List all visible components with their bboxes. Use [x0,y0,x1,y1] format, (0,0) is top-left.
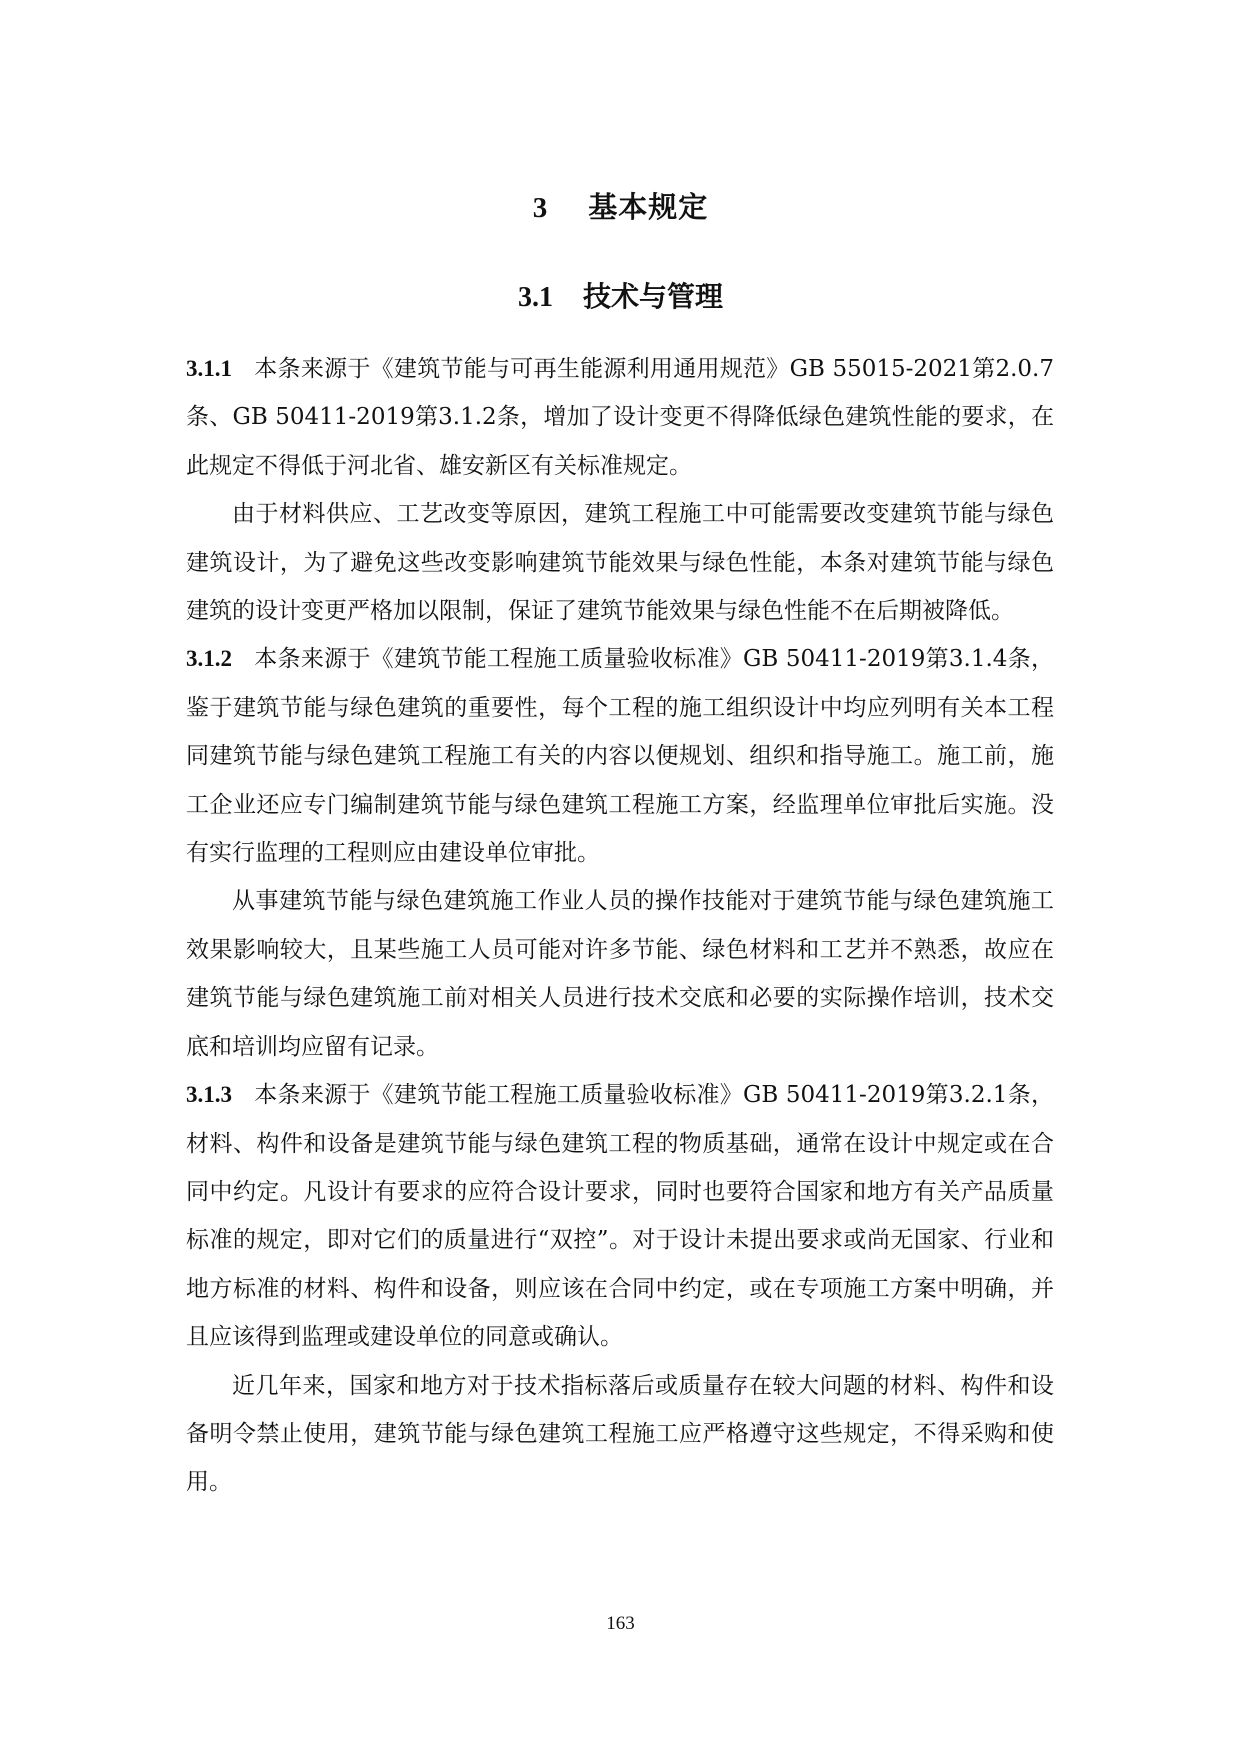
clause-paragraph [186,1071,1054,1361]
explanation-paragraph: 由于材料供应、工艺改变等原因，建筑工程施工中可能需要改变建筑节能与绿色建筑设计，为了避免这些改变影响建筑节能效果与绿色性能，本条对建筑节能与绿色建筑的设计变更严格加以限制，保证了建筑节能效果与绿色性能不在后期被降低。 [186,501,1054,625]
explanation-paragraph: 近几年来，国家和地方对于技术指标落后或质量存在较大问题的材料、构件和设备明令禁止使用，建筑节能与绿色建筑工程施工应严格遵守这些规定，不得采购和使用。 [186,1372,1054,1496]
chapter-number: 3 [532,192,549,224]
section-number: 3.1 [517,282,553,313]
clause-number: 3.1.2 [186,646,232,672]
clause-number: 3.1.1 [186,356,232,381]
clause-text: 本条来源于《建筑节能工程施工质量验收标准》GB 50411-2019第3.1.4条，鉴于建筑节能与绿色建筑的重要性，每个工程的施工组织设计中均应列明有关本工程同建筑节能与绿色建筑工程施工有关的内容以便规划、组织和指导施工。施工前，施工企业还应专门编制建筑节能与绿色建筑工程施工方案，经监理单位审批后实施。没有实行监理的工程则应由建设单位审批。 [186,646,1054,867]
clause-number: 3.1.3 [186,1082,232,1108]
clause-text: 本条来源于《建筑节能与可再生能源利用通用规范》GB 55015-2021第2.0.7条、GB 50411-2019第3.1.2条，增加了设计变更不得降低绿色建筑性能的要求，在此规定不得低于河北省、雄安新区有关标准规定。 [186,356,1054,479]
explanation-paragraph: 从事建筑节能与绿色建筑施工作业人员的操作技能对于建筑节能与绿色建筑施工效果影响较大，且某些施工人员可能对许多节能、绿色材料和工艺并不熟悉，故应在建筑节能与绿色建筑施工前对相关人员进行技术交底和必要的实际操作培训，技术交底和培训均应留有记录。 [186,888,1054,1060]
clause-paragraph [186,345,1054,490]
clause-paragraph [186,635,1054,877]
chapter-heading [0,185,1241,226]
clause-text: 本条来源于《建筑节能工程施工质量验收标准》GB 50411-2019第3.2.1条，材料、构件和设备是建筑节能与绿色建筑工程的物质基础，通常在设计中规定或在合同中约定。凡设计有要求的应符合设计要求，同时也要符合国家和地方有关产品质量标准的规定，即对它们的质量进行“双控”。对于设计未提出要求或尚无国家、行业和地方标准的材料、构件和设备，则应该在合同中约定，或在专项施工方案中明确，并且应该得到监理或建设单位的同意或确认。 [186,1082,1054,1351]
chapter-title: 基本规定 [588,190,709,224]
section-title: 技术与管理 [582,280,723,313]
page-number: 163 [606,1613,635,1634]
document-body [186,345,1054,1507]
section-heading [0,275,1241,315]
